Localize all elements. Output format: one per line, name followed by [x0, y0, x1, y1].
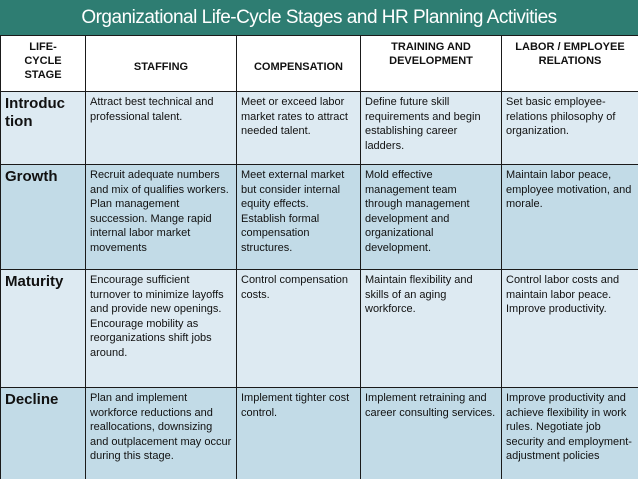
labor-cell: Set basic employee-relations philosophy of organization. [502, 92, 638, 165]
column-header-stage [1, 36, 86, 92]
column-header-staffing: STAFFING [86, 36, 237, 92]
page-title: Organizational Life-Cycle Stages and HR Planning Activities [0, 0, 638, 35]
stage-label-line: Introduc [5, 95, 65, 112]
stage-cell [1, 270, 86, 388]
staffing-cell: Plan and implement workforce reductions and reallocations, downsizing and outplacement may occur during this stage. [86, 388, 237, 479]
stage-label-line: Decline [5, 391, 59, 408]
training-cell: Mold effective management team through management development and organizational development. [361, 165, 502, 270]
labor-cell: Control labor costs and maintain labor peace. Improve productivity. [502, 270, 638, 388]
table-header-row [1, 36, 638, 92]
column-header-stage-line: STAGE [24, 69, 62, 81]
column-header-labor [502, 36, 638, 92]
labor-cell: Maintain labor peace, employee motivation, and morale. [502, 165, 638, 270]
column-header-labor-line: LABOR / EMPLOYEE [515, 41, 625, 53]
training-cell: Maintain flexibility and skills of an aging workforce. [361, 270, 502, 388]
stage-label-line: Maturity [5, 273, 64, 290]
table-row-decline [1, 388, 638, 479]
table-row-introduction [1, 92, 638, 165]
table-row-maturity [1, 270, 638, 388]
column-header-training-line: DEVELOPMENT [389, 55, 473, 67]
labor-cell: Improve productivity and achieve flexibility in work rules. Negotiate job security and employment-adjustment policies [502, 388, 638, 479]
compensation-cell: Implement tighter cost control. [237, 388, 361, 479]
column-header-stage-line: CYCLE [24, 55, 62, 67]
column-header-training [361, 36, 502, 92]
column-header-labor-line: RELATIONS [538, 55, 602, 67]
hr-planning-table [0, 35, 638, 479]
stage-label-line: tion [5, 113, 33, 130]
staffing-cell: Attract best technical and professional talent. [86, 92, 237, 165]
training-cell: Define future skill requirements and begin establishing career ladders. [361, 92, 502, 165]
compensation-cell: Meet or exceed labor market rates to attract needed talent. [237, 92, 361, 165]
compensation-cell: Control compensation costs. [237, 270, 361, 388]
staffing-cell: Encourage sufficient turnover to minimize layoffs and provide new openings. Encourage mobility as reorganizations shift jobs around. [86, 270, 237, 388]
column-header-stage-line: LIFE- [29, 41, 57, 53]
table-row-growth [1, 165, 638, 270]
compensation-cell: Meet external market but consider internal equity effects. Establish formal compensation structures. [237, 165, 361, 270]
training-cell: Implement retraining and career consulting services. [361, 388, 502, 479]
staffing-cell: Recruit adequate numbers and mix of qualifies workers. Plan management succession. Mange rapid internal labor market movements [86, 165, 237, 270]
stage-label-line: Growth [5, 168, 58, 185]
stage-cell [1, 165, 86, 270]
stage-cell [1, 92, 86, 165]
stage-cell [1, 388, 86, 479]
column-header-training-line: TRAINING AND [391, 41, 471, 53]
column-header-compensation: COMPENSATION [237, 36, 361, 92]
